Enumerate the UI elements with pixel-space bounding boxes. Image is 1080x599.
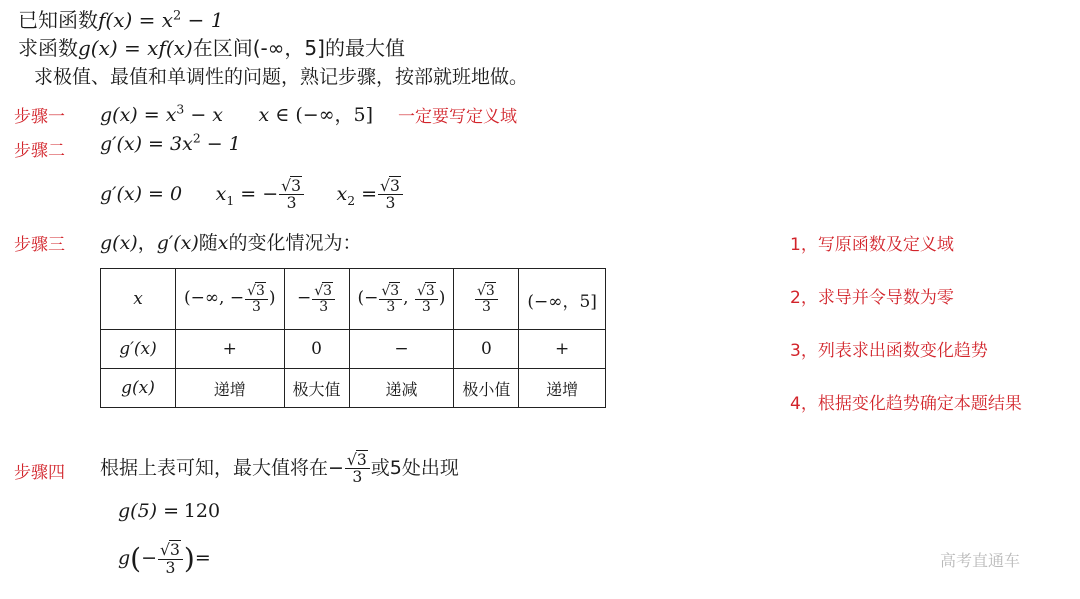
problem-line-1-math: $f(x) = x^2 - 1$	[98, 8, 224, 32]
step-4-eval-2: g(− $\frac{√3}{3}$ )=	[118, 541, 211, 577]
step-2-root-1: $x_1$ = − $\frac{√3}{3}$	[216, 183, 305, 205]
step-4-eval-1-value: 120	[183, 500, 221, 522]
step-4-eval-2-prefix: g	[118, 547, 131, 569]
watermark: 高考直通车	[940, 551, 1021, 570]
step-4-label: 步骤四	[14, 463, 65, 483]
table-row	[101, 369, 606, 408]
step-1-domain: x ∈ (−∞，5]	[258, 104, 374, 126]
table-row-label-derivative: g′(x)	[101, 330, 176, 369]
table-cell-interval-3: (− $\frac{√3}{3}$ , $\frac{√3}{3}$ )	[349, 269, 454, 330]
table-cell-behavior-1: 递增	[176, 369, 285, 408]
table-row	[101, 269, 606, 330]
step-2-root-2: $x_2$ = $\frac{√3}{3}$	[336, 183, 403, 205]
step-1-body	[100, 100, 373, 127]
step-4-value: $\frac{√3}{3}$	[344, 457, 371, 479]
table-cell-interval-4: $\frac{√3}{3}$	[454, 269, 519, 330]
table-cell-behavior-5: 递增	[519, 369, 606, 408]
step-1-label: 步骤一	[14, 107, 65, 127]
note-item-3: 3，列表求出函数变化趋势	[790, 341, 988, 361]
table-cell-interval-1: (−∞, − $\frac{√3}{3}$ )	[176, 269, 285, 330]
table-cell-behavior-2: 极大值	[284, 369, 349, 408]
step-4-eval-2-suffix: =	[194, 547, 211, 569]
step-4-text-prefix: 根据上表可知，最大值将在−	[100, 456, 344, 479]
table-cell-sign-1: +	[176, 330, 285, 369]
table-cell-sign-2: 0	[284, 330, 349, 369]
step-2-label: 步骤二	[14, 141, 65, 161]
step-3-caption: g(x)，g′(x)随x的变化情况为：	[100, 232, 362, 254]
table-cell-behavior-3: 递减	[349, 369, 454, 408]
table-cell-interval-2: − $\frac{√3}{3}$	[284, 269, 349, 330]
table-cell-sign-5: +	[519, 330, 606, 369]
step-4-eval-2-arg: − $\frac{√3}{3}$	[141, 547, 184, 569]
problem-line-2	[18, 32, 405, 61]
table-row-label-function: g(x)	[101, 369, 176, 408]
step-1-function: $g(x) = x^3 - x$	[100, 102, 223, 126]
step-2-roots	[100, 178, 404, 212]
note-item-1: 1，写原函数及定义域	[790, 235, 954, 255]
step-2-derivative: $g'(x) = 3x^2 - 1$	[100, 132, 241, 156]
problem-line-1	[18, 4, 224, 33]
table-cell-sign-3: −	[349, 330, 454, 369]
table-cell-sign-4: 0	[454, 330, 519, 369]
intro-text: 求极值、最值和单调性的问题，熟记步骤，按部就班地做。	[34, 66, 529, 88]
problem-line-1-prefix: 已知函数	[18, 8, 98, 32]
problem-line-2-math: g(x) = xf(x)	[78, 36, 193, 60]
table-row	[101, 330, 606, 369]
step-3-label: 步骤三	[14, 235, 65, 255]
step-4-text	[100, 452, 459, 486]
problem-line-2-suffix: 在区间(-∞，5]的最大值	[192, 36, 405, 60]
step-4-text-suffix: 或5处出现	[370, 456, 459, 479]
table-cell-interval-5: (−∞，5]	[519, 269, 606, 330]
step-2-equation: g′(x) = 0	[100, 182, 183, 205]
problem-line-2-prefix: 求函数	[18, 36, 78, 60]
note-item-2: 2，求导并令导数为零	[790, 288, 954, 308]
variation-table	[100, 268, 606, 408]
step-4-eval-1	[118, 500, 220, 523]
table-cell-behavior-4: 极小值	[454, 369, 519, 408]
step-1-note: 一定要写定义域	[398, 107, 517, 127]
table-row-label-x: x	[101, 269, 176, 330]
note-item-4: 4，根据变化趋势确定本题结果	[790, 394, 1022, 414]
step-4-eval-1-expr: g(5) =	[118, 500, 180, 522]
